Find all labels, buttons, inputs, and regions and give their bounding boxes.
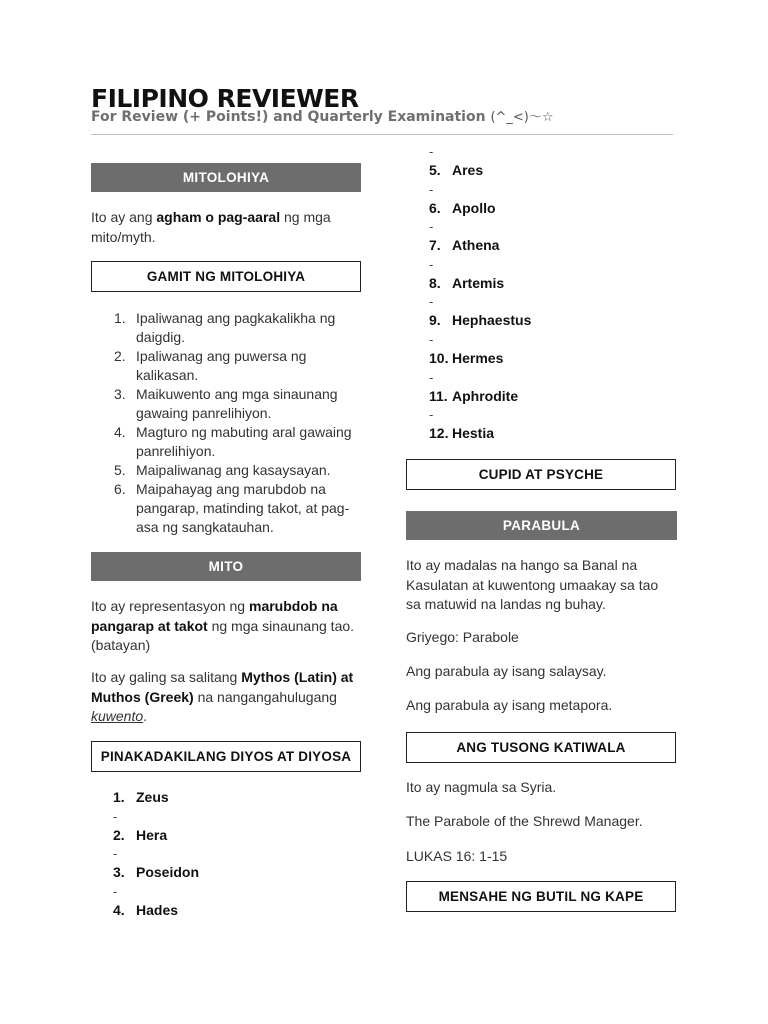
- god-item: [406, 181, 676, 238]
- text-run: Ito ay representasyon ng: [91, 598, 249, 614]
- list-number: 2.: [114, 348, 126, 364]
- god-name: Hera: [136, 826, 168, 843]
- god-number: 7.: [429, 237, 441, 254]
- document-title: FILIPINO REVIEWER: [91, 84, 359, 113]
- god-item: [406, 219, 676, 275]
- subtitle-text: For Review (+ Points!) and Quarterly Examination: [91, 109, 486, 125]
- dash-separator: -: [113, 846, 118, 862]
- section-header-mito: MITO: [91, 552, 361, 581]
- god-name: Poseidon: [136, 864, 200, 881]
- underlined-run: kuwento: [91, 708, 144, 724]
- text-run: ng mga mito/myth.: [91, 209, 331, 245]
- list-number: 6.: [114, 481, 126, 497]
- list-item-text: Ipaliwanag ang pagkakalikha ng daigdig.: [136, 310, 336, 345]
- god-name: Ares: [452, 162, 484, 178]
- god-number: 4.: [113, 901, 125, 918]
- god-number: 5.: [429, 162, 441, 178]
- dash-separator: -: [429, 144, 434, 159]
- god-name: Athena: [452, 237, 500, 254]
- list-item-text: Maipaliwanag ang kasaysayan.: [136, 462, 331, 478]
- section-header-parabula: PARABULA: [406, 511, 677, 540]
- list-item: [91, 309, 361, 347]
- section-header-diyos: PINAKADAKILANG DIYOS AT DIYOSA: [91, 741, 361, 772]
- god-name: Hestia: [452, 425, 495, 442]
- god-item: [91, 808, 361, 865]
- list-number: 1.: [114, 310, 126, 326]
- god-number: 2.: [113, 826, 125, 843]
- section-header-gamit: GAMIT NG MITOLOHIYA: [91, 261, 361, 292]
- list-number: 4.: [114, 424, 126, 440]
- dash-separator: -: [429, 181, 434, 197]
- god-item: [406, 294, 676, 350]
- list-item: [91, 480, 361, 537]
- subtitle-emoticon: (^_<)〜☆: [490, 110, 554, 125]
- parabula-paragraph-2: Griyego: Parabole: [406, 629, 519, 645]
- god-item: [91, 883, 361, 940]
- title-divider: [91, 134, 673, 135]
- god-item: [406, 369, 676, 426]
- god-item: [406, 407, 676, 463]
- gods-list-left: [91, 789, 361, 939]
- god-name: Hephaestus: [452, 312, 532, 329]
- list-item-text: Maikuwento ang mga sinaunang gawaing panrelihiyon.: [136, 386, 338, 421]
- text-run: ng mga sinaunang tao. (batayan): [91, 617, 355, 653]
- dash-separator: -: [429, 219, 434, 235]
- parabula-paragraph-3: Ang parabula ay isang salaysay.: [406, 663, 607, 679]
- dash-separator: -: [113, 808, 118, 824]
- parabula-paragraph-1: Ito ay madalas na hango sa Banal na Kasulatan at kuwentong umaakay sa tao sa matuwid na landas ng buhay.: [406, 557, 659, 612]
- section-header-mensahe: MENSAHE NG BUTIL NG KAPE: [406, 881, 676, 912]
- mitolohiya-definition: [91, 208, 361, 247]
- dash-separator: -: [113, 883, 118, 899]
- god-number: 1.: [113, 789, 125, 805]
- parabula-paragraph-4: Ang parabula ay isang metapora.: [406, 697, 613, 713]
- god-name: Apollo: [452, 199, 496, 216]
- god-name: Aphrodite: [452, 387, 519, 404]
- section-header-mitolohiya: MITOLOHIYA: [91, 163, 361, 192]
- list-item-text: Magturo ng mabuting aral gawaing panrelihiyon.: [136, 424, 352, 459]
- list-number: 3.: [114, 386, 126, 402]
- dash-separator: -: [429, 294, 434, 310]
- text-run: na nangangahulugang: [193, 688, 337, 705]
- god-number: 9.: [429, 312, 441, 329]
- gods-list-right: [406, 144, 676, 463]
- tusong-paragraph-2: The Parabole of the Shrewd Manager.: [406, 813, 643, 829]
- list-item-text: Ipaliwanag ang puwersa ng kalikasan.: [136, 348, 307, 383]
- mito-paragraph-1: [91, 597, 361, 656]
- god-number: 6.: [429, 199, 441, 216]
- god-number: 10.: [429, 349, 449, 366]
- list-number: 5.: [114, 462, 126, 478]
- text-run: .: [143, 708, 148, 724]
- dash-separator: -: [429, 369, 434, 385]
- dash-separator: -: [429, 256, 434, 272]
- god-name: Artemis: [452, 274, 505, 291]
- list-item: [91, 347, 361, 385]
- god-number: 8.: [429, 274, 441, 291]
- list-item: [91, 461, 361, 480]
- god-name: Zeus: [136, 789, 169, 805]
- god-number: 12.: [429, 425, 449, 442]
- text-run: Ito ay galing sa salitang: [91, 669, 242, 685]
- section-header-cupid: CUPID AT PSYCHE: [406, 459, 676, 490]
- dash-separator: -: [429, 331, 434, 347]
- god-item: [91, 846, 361, 902]
- god-name: Hades: [136, 901, 179, 918]
- god-name: Hermes: [452, 349, 504, 366]
- text-run: Ito ay ang: [91, 209, 157, 225]
- gamit-list: [91, 309, 361, 537]
- god-item: [406, 144, 676, 200]
- list-item: [91, 385, 361, 423]
- god-number: 11.: [429, 387, 448, 404]
- document-subtitle: [91, 106, 554, 125]
- dash-separator: -: [429, 407, 434, 423]
- bold-run: Mythos (Latin) at Muthos (Greek): [91, 669, 354, 705]
- bold-run: marubdob na pangarap at takot: [91, 598, 338, 634]
- tusong-paragraph-1: Ito ay nagmula sa Syria.: [406, 779, 557, 795]
- list-item: [91, 423, 361, 461]
- god-item: [91, 789, 361, 827]
- mito-paragraph-2: [91, 668, 361, 727]
- god-number: 3.: [113, 864, 125, 881]
- god-item: [406, 331, 676, 388]
- bold-run: agham o pag-aaral: [156, 209, 281, 225]
- list-item-text: Maipahayag ang marubdob na pangarap, matinding takot, at pag-asa ng sangkatauhan.: [136, 481, 350, 535]
- section-header-tusong: ANG TUSONG KATIWALA: [406, 732, 676, 763]
- tusong-paragraph-3: LUKAS 16: 1-15: [406, 848, 508, 864]
- god-item: [406, 256, 676, 313]
